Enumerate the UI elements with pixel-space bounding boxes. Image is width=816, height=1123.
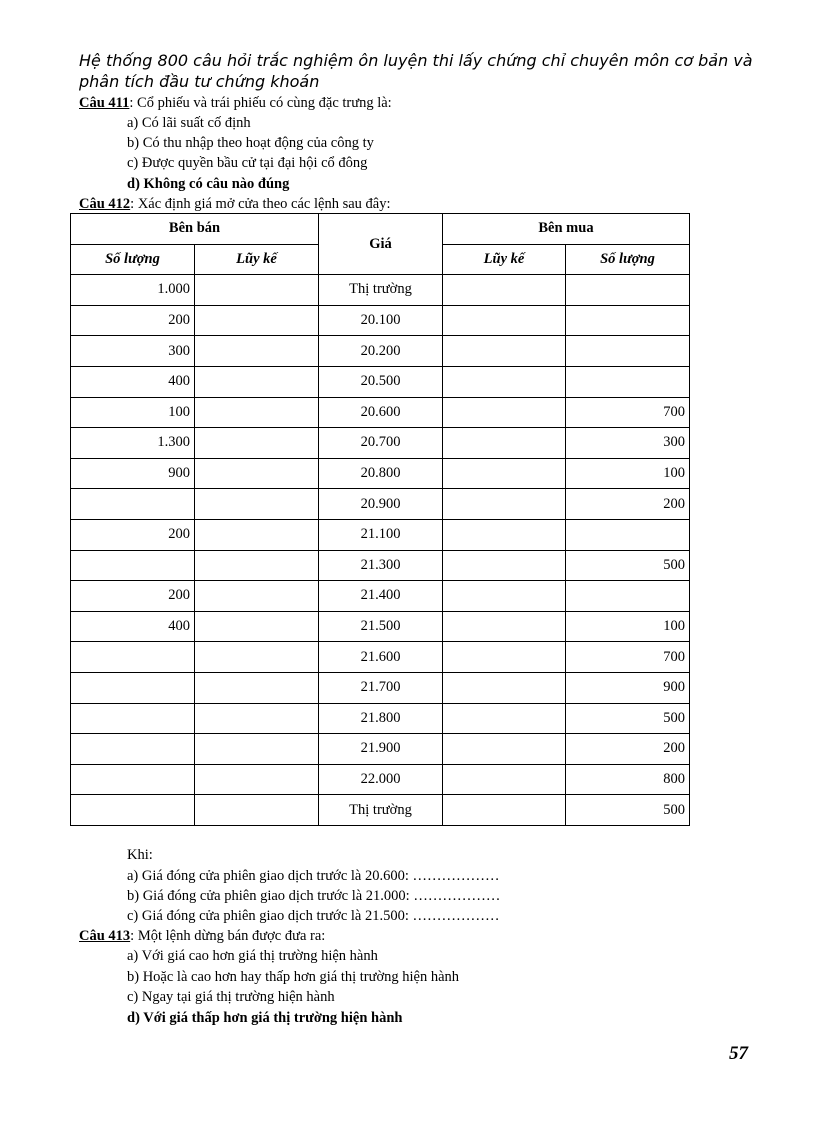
price-header: Giá xyxy=(319,214,443,275)
table-row xyxy=(71,581,690,612)
buy-cumulative-cell xyxy=(443,581,566,612)
table-row xyxy=(71,550,690,581)
buy-quantity-cell: 200 xyxy=(566,734,690,765)
sub-question-b: b) Giá đóng cửa phiên giao dịch trước là 21.000: ……………… xyxy=(127,888,501,904)
buy-quantity-cell xyxy=(566,336,690,367)
sell-quantity-cell: 100 xyxy=(71,397,195,428)
buy-cumulative-cell xyxy=(443,519,566,550)
table-row xyxy=(71,489,690,520)
sell-cumulative-cell xyxy=(195,734,319,765)
buy-cumulative-cell xyxy=(443,703,566,734)
price-cell: 21.400 xyxy=(319,581,443,612)
sell-cumulative-cell xyxy=(195,366,319,397)
sell-cumulative-cell xyxy=(195,428,319,459)
buy-cumulative-cell xyxy=(443,366,566,397)
buy-cumulative-cell xyxy=(443,642,566,673)
sell-quantity-cell xyxy=(71,672,195,703)
sell-cumulative-cell xyxy=(195,642,319,673)
buy-quantity-cell: 200 xyxy=(566,489,690,520)
question-413 xyxy=(79,926,325,946)
buy-quantity-cell: 700 xyxy=(566,642,690,673)
price-cell: 20.800 xyxy=(319,458,443,489)
table-row xyxy=(71,764,690,795)
question-number: Câu 411 xyxy=(79,95,130,111)
table-row xyxy=(71,397,690,428)
buy-cumulative-cell xyxy=(443,397,566,428)
buy-quantity-cell: 700 xyxy=(566,397,690,428)
buy-quantity-cell xyxy=(566,519,690,550)
when-label: Khi: xyxy=(127,847,153,863)
price-cell: 20.600 xyxy=(319,397,443,428)
price-cell: 20.200 xyxy=(319,336,443,367)
question-text: : Cổ phiếu và trái phiếu có cùng đặc trưng là: xyxy=(129,95,392,111)
page-header xyxy=(79,50,759,92)
buy-quantity-cell: 800 xyxy=(566,764,690,795)
table-header-row xyxy=(71,214,690,245)
price-cell: 21.800 xyxy=(319,703,443,734)
buy-cumulative-cell xyxy=(443,275,566,306)
option-b: b) Có thu nhập theo hoạt động của công ty xyxy=(127,135,374,151)
sell-quantity-cell: 300 xyxy=(71,336,195,367)
question-text: : Xác định giá mở cửa theo các lệnh sau đây: xyxy=(130,196,391,212)
page-number: 57 xyxy=(729,1043,748,1064)
question-411 xyxy=(79,93,392,113)
sell-quantity-cell xyxy=(71,764,195,795)
price-cell: 22.000 xyxy=(319,764,443,795)
question-number: Câu 413 xyxy=(79,928,131,944)
buy-cumulative-cell xyxy=(443,336,566,367)
buy-quantity-cell xyxy=(566,275,690,306)
buy-quantity-cell xyxy=(566,366,690,397)
sell-quantity-cell: 1.000 xyxy=(71,275,195,306)
sell-quantity-cell: 200 xyxy=(71,519,195,550)
option-c: c) Được quyền bầu cử tại đại hội cổ đông xyxy=(127,155,368,171)
buy-quantity-cell: 500 xyxy=(566,795,690,826)
table-row xyxy=(71,611,690,642)
price-cell: 21.700 xyxy=(319,672,443,703)
sell-quantity-cell: 1.300 xyxy=(71,428,195,459)
table-row xyxy=(71,305,690,336)
sell-cumulative-cell xyxy=(195,764,319,795)
option-c: c) Ngay tại giá thị trường hiện hành xyxy=(127,989,335,1005)
header-line-2: phân tích đầu tư chứng khoán xyxy=(79,72,320,91)
table-row xyxy=(71,519,690,550)
sell-cumulative-cell xyxy=(195,795,319,826)
price-cell: 21.900 xyxy=(319,734,443,765)
sell-quantity-cell: 200 xyxy=(71,305,195,336)
option-b: b) Hoặc là cao hơn hay thấp hơn giá thị trường hiện hành xyxy=(127,969,460,985)
buy-cumulative-cell xyxy=(443,428,566,459)
buy-quantity-header: Số lượng xyxy=(566,244,690,275)
buy-side-header: Bên mua xyxy=(443,214,690,245)
price-cell: Thị trường xyxy=(319,275,443,306)
price-cell: Thị trường xyxy=(319,795,443,826)
sell-cumulative-cell xyxy=(195,703,319,734)
price-cell: 20.900 xyxy=(319,489,443,520)
buy-cumulative-header: Lũy kế xyxy=(443,244,566,275)
sell-quantity-header: Số lượng xyxy=(71,244,195,275)
sell-cumulative-cell xyxy=(195,397,319,428)
table-row xyxy=(71,642,690,673)
sell-quantity-cell xyxy=(71,489,195,520)
sell-quantity-cell xyxy=(71,550,195,581)
question-412 xyxy=(79,194,391,214)
option-d-answer: d) Không có câu nào đúng xyxy=(127,176,290,192)
buy-cumulative-cell xyxy=(443,734,566,765)
buy-quantity-cell: 500 xyxy=(566,550,690,581)
sell-cumulative-cell xyxy=(195,581,319,612)
buy-cumulative-cell xyxy=(443,611,566,642)
table-row xyxy=(71,428,690,459)
price-cell: 21.600 xyxy=(319,642,443,673)
buy-cumulative-cell xyxy=(443,550,566,581)
buy-quantity-cell: 900 xyxy=(566,672,690,703)
sell-quantity-cell: 400 xyxy=(71,611,195,642)
sell-cumulative-cell xyxy=(195,550,319,581)
buy-quantity-cell: 100 xyxy=(566,458,690,489)
buy-cumulative-cell xyxy=(443,489,566,520)
buy-cumulative-cell xyxy=(443,795,566,826)
table-row xyxy=(71,703,690,734)
buy-cumulative-cell xyxy=(443,458,566,489)
price-cell: 20.500 xyxy=(319,366,443,397)
sell-quantity-cell: 400 xyxy=(71,366,195,397)
sell-cumulative-cell xyxy=(195,275,319,306)
price-cell: 20.700 xyxy=(319,428,443,459)
order-book-table xyxy=(70,213,690,826)
sell-cumulative-cell xyxy=(195,672,319,703)
sell-cumulative-cell xyxy=(195,336,319,367)
table-row xyxy=(71,795,690,826)
buy-cumulative-cell xyxy=(443,672,566,703)
price-cell: 21.100 xyxy=(319,519,443,550)
buy-quantity-cell: 100 xyxy=(566,611,690,642)
sell-cumulative-cell xyxy=(195,458,319,489)
sell-quantity-cell xyxy=(71,703,195,734)
table-row xyxy=(71,458,690,489)
price-cell: 20.100 xyxy=(319,305,443,336)
sub-question-c: c) Giá đóng cửa phiên giao dịch trước là 21.500: ……………… xyxy=(127,908,500,924)
table-row xyxy=(71,734,690,765)
sell-quantity-cell xyxy=(71,734,195,765)
sub-question-a: a) Giá đóng cửa phiên giao dịch trước là 20.600: ……………… xyxy=(127,868,500,884)
sell-quantity-cell xyxy=(71,795,195,826)
sell-quantity-cell: 900 xyxy=(71,458,195,489)
price-cell: 21.500 xyxy=(319,611,443,642)
sell-quantity-cell xyxy=(71,642,195,673)
buy-quantity-cell xyxy=(566,581,690,612)
table-row xyxy=(71,336,690,367)
sell-cumulative-cell xyxy=(195,611,319,642)
buy-quantity-cell: 300 xyxy=(566,428,690,459)
sell-cumulative-cell xyxy=(195,489,319,520)
option-d-answer: d) Với giá thấp hơn giá thị trường hiện hành xyxy=(127,1010,403,1026)
sell-cumulative-cell xyxy=(195,305,319,336)
question-text: : Một lệnh dừng bán được đưa ra: xyxy=(130,928,326,944)
table-row xyxy=(71,275,690,306)
sell-side-header: Bên bán xyxy=(71,214,319,245)
sell-quantity-cell: 200 xyxy=(71,581,195,612)
buy-quantity-cell: 500 xyxy=(566,703,690,734)
question-number: Câu 412 xyxy=(79,196,131,212)
table-row xyxy=(71,672,690,703)
option-a: a) Với giá cao hơn giá thị trường hiện hành xyxy=(127,948,378,964)
buy-cumulative-cell xyxy=(443,305,566,336)
option-a: a) Có lãi suất cố định xyxy=(127,115,251,131)
sell-cumulative-cell xyxy=(195,519,319,550)
buy-cumulative-cell xyxy=(443,764,566,795)
header-line-1: Hệ thống 800 câu hỏi trắc nghiệm ôn luyện thi lấy chứng chỉ chuyên môn cơ bản và xyxy=(79,51,753,70)
table-row xyxy=(71,366,690,397)
sell-cumulative-header: Lũy kế xyxy=(195,244,319,275)
buy-quantity-cell xyxy=(566,305,690,336)
price-cell: 21.300 xyxy=(319,550,443,581)
